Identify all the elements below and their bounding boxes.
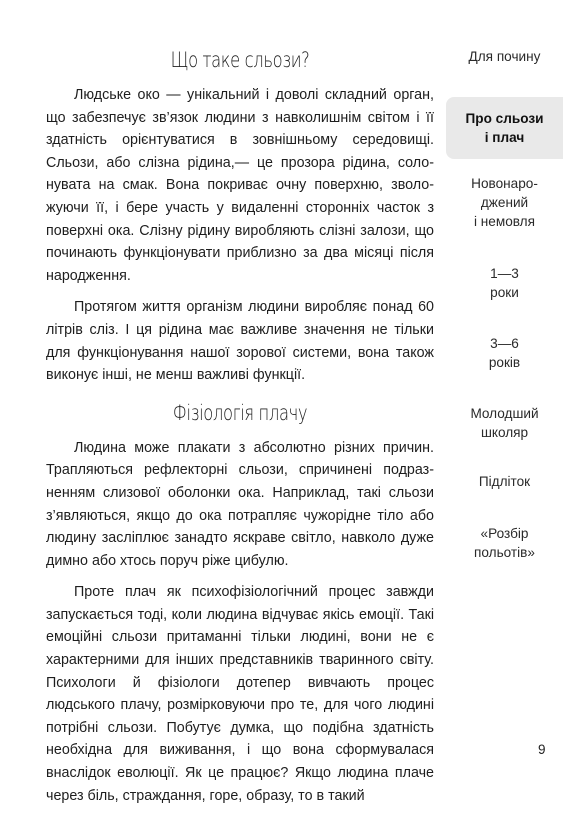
sidebar-item-1-3-years[interactable] [446,264,563,302]
sidebar-item-debriefing[interactable] [446,524,563,562]
sidebar-item-teenager[interactable] [446,472,563,491]
sidebar-item-label: Молодший [470,406,539,421]
sidebar-item-label: і плач [484,130,525,145]
sidebar-item-label: польотів» [474,545,535,560]
sidebar-item-label: 1—3 [490,266,519,281]
sidebar-item-tears-and-crying[interactable] [446,97,563,159]
paragraph: Людське око — унікальний і доволі складний орган, що забезпечує зв’язок людини з навколишнім світом і її здатність орієнтуватися в зовнішньому середовищі. Сльози, або слізна рідина,— це прозора рідина, солонувата на смак. Вона покриває очну поверхню, зволожуючи її, і бере участь у видаленні сторонніх часток з поверхні ока. Слізну рідину виробляють слізні залози, що починають функціонувати приблизно за два місяці після народження. [46,87,434,284]
paragraph: Протягом життя організм людини виробляє понад 60 літрів сліз. І ця рідина має важливе значення не тільки для функціонування нашої зорової системи, вона також виконує інші, не менш важливі функції. [46,299,434,384]
section-heading: Фізіологія плачу [172,400,308,425]
sidebar-item-label: і немовля [474,214,535,229]
sidebar-item-intro[interactable] [446,47,563,66]
sidebar-item-label: Для почину [468,49,541,64]
sidebar-item-label: Підліток [478,474,531,489]
sidebar-item-label: роки [490,285,519,300]
page-number: 9 [538,742,546,757]
sidebar-item-label: 3—6 [490,336,519,351]
sidebar-item-label: років [488,355,521,370]
sidebar-item-newborn[interactable] [446,174,563,231]
sidebar-item-label: Новонаро- [471,176,538,191]
sidebar-item-label: джений [480,195,529,210]
paragraph: Людина може плакати з абсолютно різних причин. Трапляються рефлекторні сльози, спричинені подразненням слизової оболонки ока. Наприклад, такі сльози з’являються, якщо до ока потрапляє чужорідне тіло або людину засліплює занадто яскраве світло, навколо дуже димно або хтось поруч ріже цибулю. [46,439,434,569]
sidebar-item-label: школяр [480,425,529,440]
sidebar-item-3-6-years[interactable] [446,334,563,372]
paragraph: Проте плач як психофізіологічний процес завжди запускається тоді, коли людина відчуває якісь емоції. Такі емоційні сльози притаманні тільки людині, вони не є характерними для інших представників тваринного світу. Психологи й фізіологи дотепер вивчають процес людського плачу, розмірковуючи про те, для чого людині потрібні сльози. Побутує думка, що подібна здатність необхідна для виживання, і що вона сформувалася внаслідок еволюції. Як це працює? Якщо людина плаче через біль, страждання, горе, образу, то в такий [46,584,434,804]
sidebar-item-label: «Розбір [480,526,529,541]
sidebar-item-junior-schoolchild[interactable] [446,404,563,442]
section-heading: Що таке сльози? [170,48,310,72]
article [46,48,434,816]
sidebar-item-label: Про сльози [465,111,544,126]
chapter-sidebar [446,37,563,607]
